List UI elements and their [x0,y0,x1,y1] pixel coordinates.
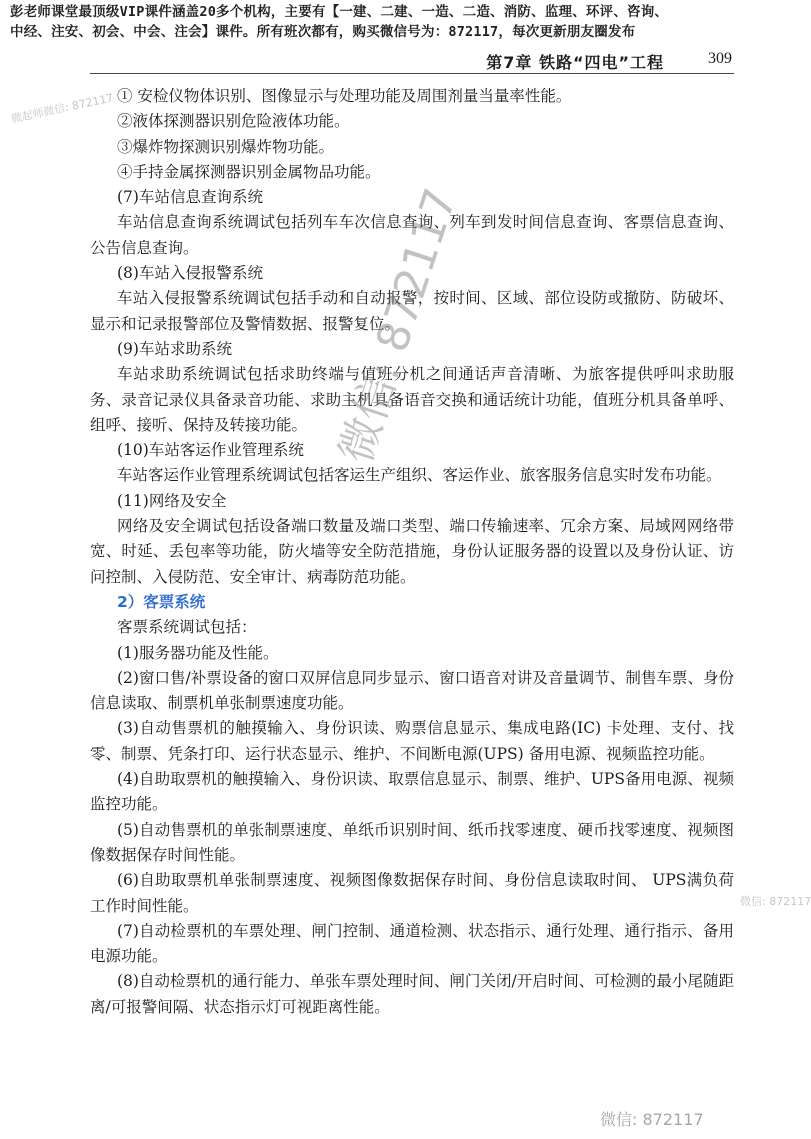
paragraph: 网络及安全调试包括设备端口数量及端口类型、端口传输速率、冗余方案、局域网网络带宽、时延、丢包率等功能，防火墙等安全防范措施，身份认证服务器的设置以及身份认证、访问控制、入侵防范、安全审计、病毒防范功能。 [90,517,734,586]
list-item: (4)自助取票机的触摸输入、身份识读、取票信息显示、制票、维护、UPS备用电源、视频监控功能。 [90,770,734,814]
subsection-heading: (7)车站信息查询系统 [117,188,263,207]
list-item: (5)自动售票机的单张制票速度、单纸币识别时间、纸币找零速度、硬币找零速度、视频图像数据保存时间性能。 [90,820,734,864]
list-item: (3)自动售票机的触摸输入、身份识读、购票信息显示、集成电路(IC) 卡处理、支付、找零、制票、凭条打印、运行状态显示、维护、不间断电源(UPS) 备用电源、视频监控功能。 [90,719,734,763]
paragraph: 车站信息查询系统调试包括列车车次信息查询、列车到发时间信息查询、客票信息查询、公告信息查询。 [90,213,734,257]
list-item: (2)窗口售/补票设备的窗口双屏信息同步显示、窗口语音对讲及音量调节、制售车票、身份信息读取、制票机单张制票速度功能。 [90,668,734,713]
list-item: (8)自动检票机的通行能力、单张车票处理时间、闸门关闭/开启时间、可检测的最小尾随距离/可报警间隔、状态指示灯可视距离性能。 [90,972,734,1016]
promo-banner-line-2: 中经、注安、初会、中会、注会】课件。所有班次都有，购买微信号为：872117，每次更新朋友圈发布 [10,24,636,40]
paragraph: 车站客运作业管理系统调试包括客运生产组织、客运作业、旅客服务信息实时发布功能。 [117,466,722,485]
subsection-heading: (11)网络及安全 [117,491,227,510]
promo-banner-line-1: 彭老师课堂最顶级VIP课件涵盖20多个机构，主要有【一建、二建、一造、二造、消防、监理、环评、咨询、 [10,4,669,20]
paragraph: ③爆炸物探测识别爆炸物功能。 [117,137,335,156]
promo-banner [10,2,790,42]
paragraph: ④手持金属探测器识别金属物品功能。 [117,162,381,181]
paragraph: ②液体探测器识别危险液体功能。 [117,112,350,131]
subsection-heading: (9)车站求助系统 [117,339,232,358]
paragraph: 车站求助系统调试包括求助终端与值班分机之间通话声音清晰、为旅客提供呼叫求助服务、录音记录仪具备录音功能、求助主机具备语音交换和通话统计功能，值班分机具备单呼、组呼、接听、保持及转接功能。 [90,365,734,434]
paragraph: ① 安检仪物体识别、图像显示与处理功能及周围剂量当量率性能。 [117,87,572,105]
section-title: 2）客票系统 [117,592,206,611]
watermark-small-top: 微起师微信: 872117 [9,91,115,126]
page-number: 309 [708,50,732,67]
paragraph: 车站入侵报警系统调试包括手动和自动报警，按时间、区域、部位设防或撤防、防破坏、显示和记录报警部位及警情数据、报警复位。 [90,289,734,333]
list-item: (7)自动检票机的车票处理、闸门控制、通道检测、状态指示、通行处理、通行指示、备用电源功能。 [90,921,734,966]
page-header [90,49,734,74]
subsection-heading: (8)车站入侵报警系统 [117,264,263,283]
subsection-heading: (10)车站客运作业管理系统 [117,441,304,460]
list-item: (1)服务器功能及性能。 [117,643,279,662]
section-intro: 客票系统调试包括： [117,618,257,637]
watermark-small-right: 微信: 872117 [740,895,811,908]
watermark-bottom: 微信: 872117 [600,1110,704,1129]
watermark-center: 微信: 872117 [330,182,467,470]
chapter-title: 第7章 铁路“四电”工程 [486,53,664,72]
list-item: (6)自助取票机单张制票速度、视频图像数据保存时间、身份信息读取时间、 UPS满负荷工作时间性能。 [90,871,734,915]
page-body [90,84,734,1020]
